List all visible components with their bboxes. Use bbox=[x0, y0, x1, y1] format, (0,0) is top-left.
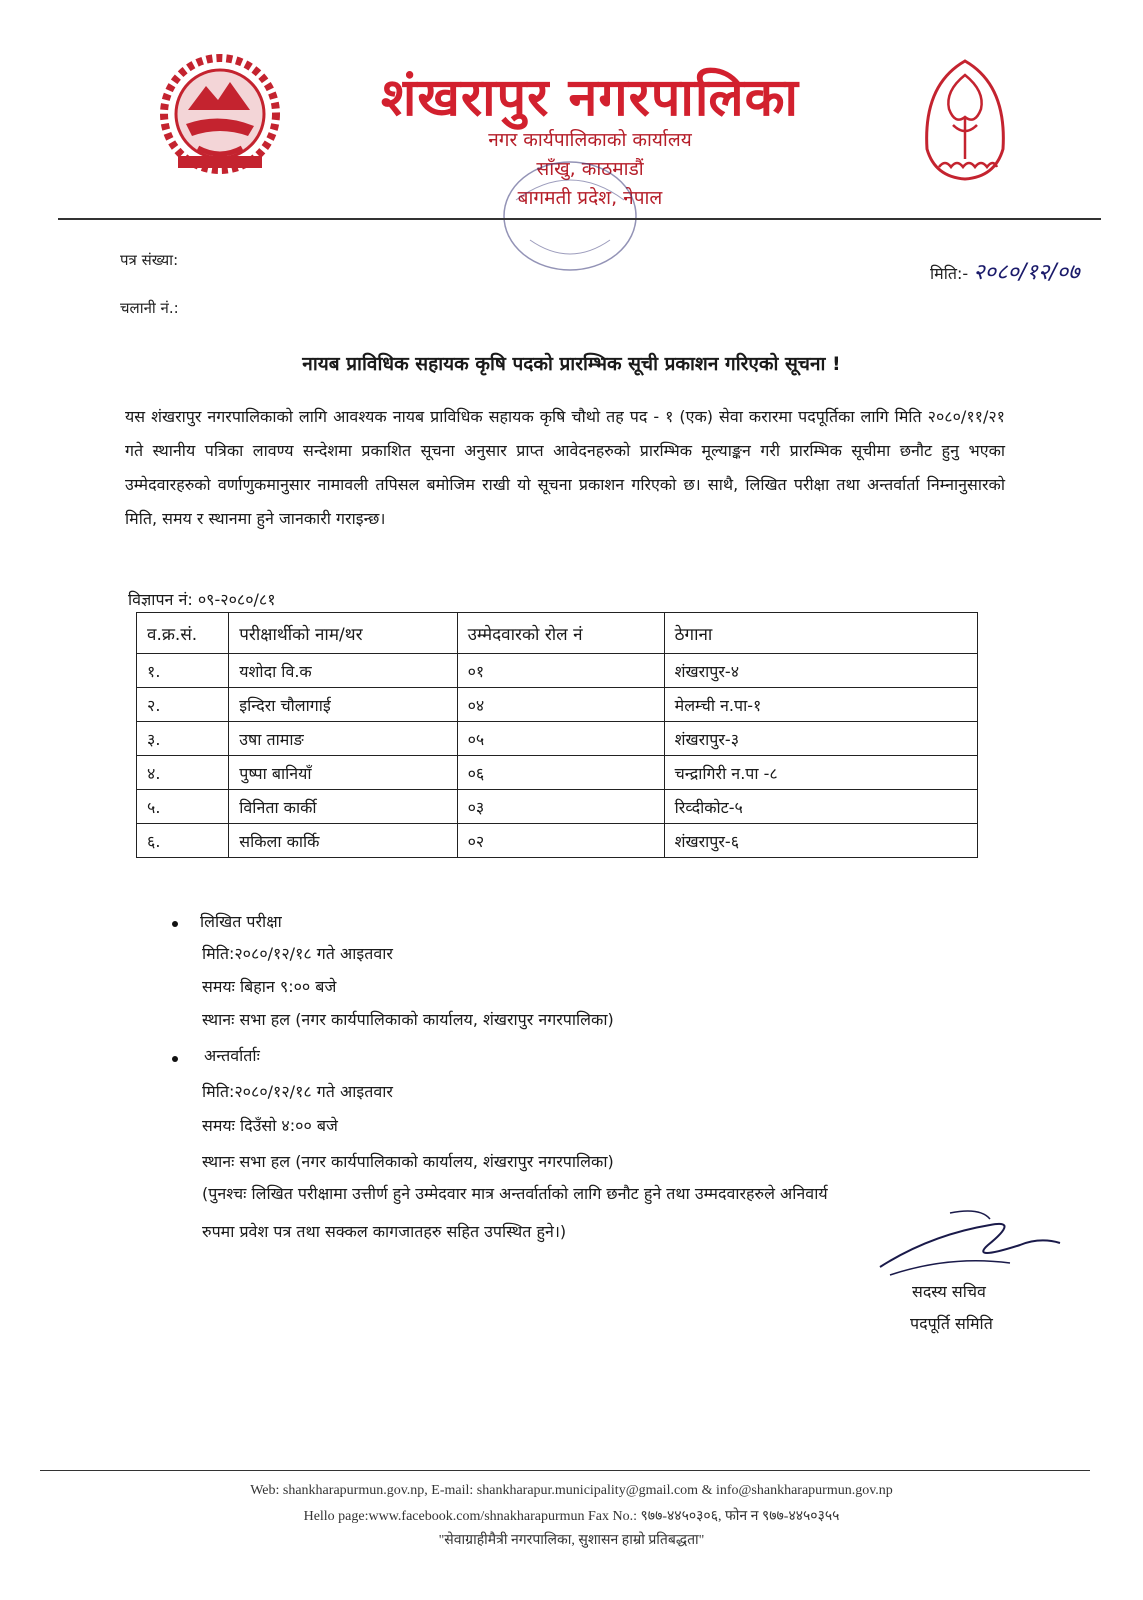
note-line-1: (पुनश्चः लिखित परीक्षामा उत्तीर्ण हुने उम्मेदवार मात्र अन्तर्वार्ताको लागि छनौट हुने तथा उम्मदवारहरुले अनिवार्य bbox=[202, 1184, 828, 1203]
written-exam-title: लिखित परीक्षा bbox=[200, 912, 282, 931]
cell-roll: ०४ bbox=[457, 688, 664, 722]
cell-address: मेलम्ची न.पा-१ bbox=[664, 688, 977, 722]
cell-name: विनिता कार्की bbox=[229, 790, 457, 824]
header-divider bbox=[58, 218, 1101, 220]
patra-sankhya-label: पत्र संख्या: bbox=[120, 251, 179, 269]
handwritten-signature bbox=[870, 1205, 1070, 1285]
cell-address: शंखरापुर-३ bbox=[664, 722, 977, 756]
interview-place: स्थानः सभा हल (नगर कार्यपालिकाको कार्यालय, शंखरापुर नगरपालिका) bbox=[202, 1152, 614, 1171]
cell-serial: ३. bbox=[137, 722, 229, 756]
column-header-roll: उम्मेदवारको रोल नं bbox=[457, 613, 664, 654]
interview-date: मिति:२०८०/१२/१८ गते आइतवार bbox=[202, 1082, 393, 1101]
bullet-icon bbox=[172, 921, 178, 927]
advertisement-number: विज्ञापन नं: ०९-२०८०/८१ bbox=[128, 590, 276, 609]
office-stamp bbox=[490, 150, 650, 280]
cell-address: चन्द्रागिरी न.पा -८ bbox=[664, 756, 977, 790]
interview-time: समयः दिउँसो ४:०० बजे bbox=[202, 1116, 338, 1135]
table-row bbox=[137, 756, 978, 790]
table-row bbox=[137, 722, 978, 756]
cell-name: पुष्पा बानियाँ bbox=[229, 756, 457, 790]
table-row bbox=[137, 824, 978, 858]
municipality-logo bbox=[915, 55, 1015, 193]
notice-body: यस शंखरापुर नगरपालिकाको लागि आवश्यक नायब प्राविधिक सहायक कृषि चौथो तह पद - १ (एक) सेवा करारमा पदपूर्तिका लागि मिति २०८०/११/२१ गते स्थानीय पत्रिका लावण्य सन्देशमा प्रकाशित सूचना अनुसार प्राप्त आवेदनहरुको प्रारम्भिक मूल्याङ्कन गरी प्रारम्भिक सूचीमा छनौट हुनु भएका उम्मेदवारहरुको वर्णाणुकमानुसार नामावली तपिसल बमोजिम राखी यो सूचना प्रकाशन गरिएको छ। साथै, लिखित परीक्षा तथा अन्तर्वार्ता निम्नानुसारको मिति, समय र स्थानमा हुने जानकारी गराइन्छ। bbox=[125, 407, 1005, 528]
table-row bbox=[137, 790, 978, 824]
footer-contact-line: Web: shankharapurmun.gov.np, E-mail: shankharapur.municipality@gmail.com & info@shankharapurmun.gov.np bbox=[250, 1483, 893, 1498]
cell-roll: ०३ bbox=[457, 790, 664, 824]
signatory-title: सदस्य सचिव bbox=[912, 1282, 986, 1301]
candidate-table bbox=[136, 612, 978, 858]
footer-slogan: "सेवाग्राहीमैत्री नगरपालिका, सुशासन हाम्रो प्रतिबद्धता" bbox=[438, 1533, 705, 1548]
cell-name: इन्दिरा चौलागाई bbox=[229, 688, 457, 722]
cell-serial: ६. bbox=[137, 824, 229, 858]
table-row bbox=[137, 654, 978, 688]
cell-name: यशोदा वि.क bbox=[229, 654, 457, 688]
municipality-title: शंखरापुर नगरपालिका bbox=[380, 68, 800, 128]
table-header-row bbox=[137, 613, 978, 654]
office-name: नगर कार्यपालिकाको कार्यालय bbox=[488, 129, 692, 151]
written-exam-time: समयः बिहान ९:०० बजे bbox=[202, 977, 337, 996]
written-exam-place: स्थानः सभा हल (नगर कार्यपालिकाको कार्यालय, शंखरापुर नगरपालिका) bbox=[202, 1010, 614, 1029]
cell-serial: ५. bbox=[137, 790, 229, 824]
chalani-number-label: चलानी नं.: bbox=[120, 299, 179, 317]
cell-address: रिव्दीकोट-५ bbox=[664, 790, 977, 824]
footer-social-line: Hello page:www.facebook.com/shnakharapurmun Fax No.: ९७७-४४५०३०६, फोन न ९७७-४४५०३५५ bbox=[303, 1509, 840, 1524]
bullet-icon bbox=[172, 1056, 178, 1062]
cell-roll: ०१ bbox=[457, 654, 664, 688]
cell-serial: २. bbox=[137, 688, 229, 722]
cell-roll: ०५ bbox=[457, 722, 664, 756]
column-header-name: परीक्षार्थीको नाम/थर bbox=[229, 613, 457, 654]
nepal-emblem-logo bbox=[158, 52, 282, 178]
cell-name: उषा तामाङ bbox=[229, 722, 457, 756]
signatory-committee: पदपूर्ति समिति bbox=[910, 1314, 993, 1333]
cell-address: शंखरापुर-६ bbox=[664, 824, 977, 858]
cell-address: शंखरापुर-४ bbox=[664, 654, 977, 688]
notice-subject: नायब प्राविधिक सहायक कृषि पदको प्रारम्भिक सूची प्रकाशन गरिएको सूचना ! bbox=[302, 353, 841, 375]
office-location: साँखु, काठमाडौं bbox=[536, 158, 644, 180]
interview-title: अन्तर्वार्ताः bbox=[204, 1046, 260, 1065]
date-label: मिति:- bbox=[930, 264, 969, 283]
column-header-serial: व.क्र.सं. bbox=[137, 613, 229, 654]
footer-divider bbox=[40, 1470, 1090, 1471]
table-row bbox=[137, 688, 978, 722]
cell-serial: ४. bbox=[137, 756, 229, 790]
cell-roll: ०२ bbox=[457, 824, 664, 858]
office-province: बागमती प्रदेश, नेपाल bbox=[517, 187, 663, 209]
cell-roll: ०६ bbox=[457, 756, 664, 790]
letter-date bbox=[930, 256, 1080, 286]
date-value: २०८०/१२/०७ bbox=[973, 260, 1080, 285]
written-exam-date: मिति:२०८०/१२/१८ गते आइतवार bbox=[202, 944, 393, 963]
column-header-address: ठेगाना bbox=[664, 613, 977, 654]
cell-name: सकिला कार्कि bbox=[229, 824, 457, 858]
cell-serial: १. bbox=[137, 654, 229, 688]
note-line-2: रुपमा प्रवेश पत्र तथा सक्कल कागजातहरु सहित उपस्थित हुने।) bbox=[202, 1222, 567, 1241]
